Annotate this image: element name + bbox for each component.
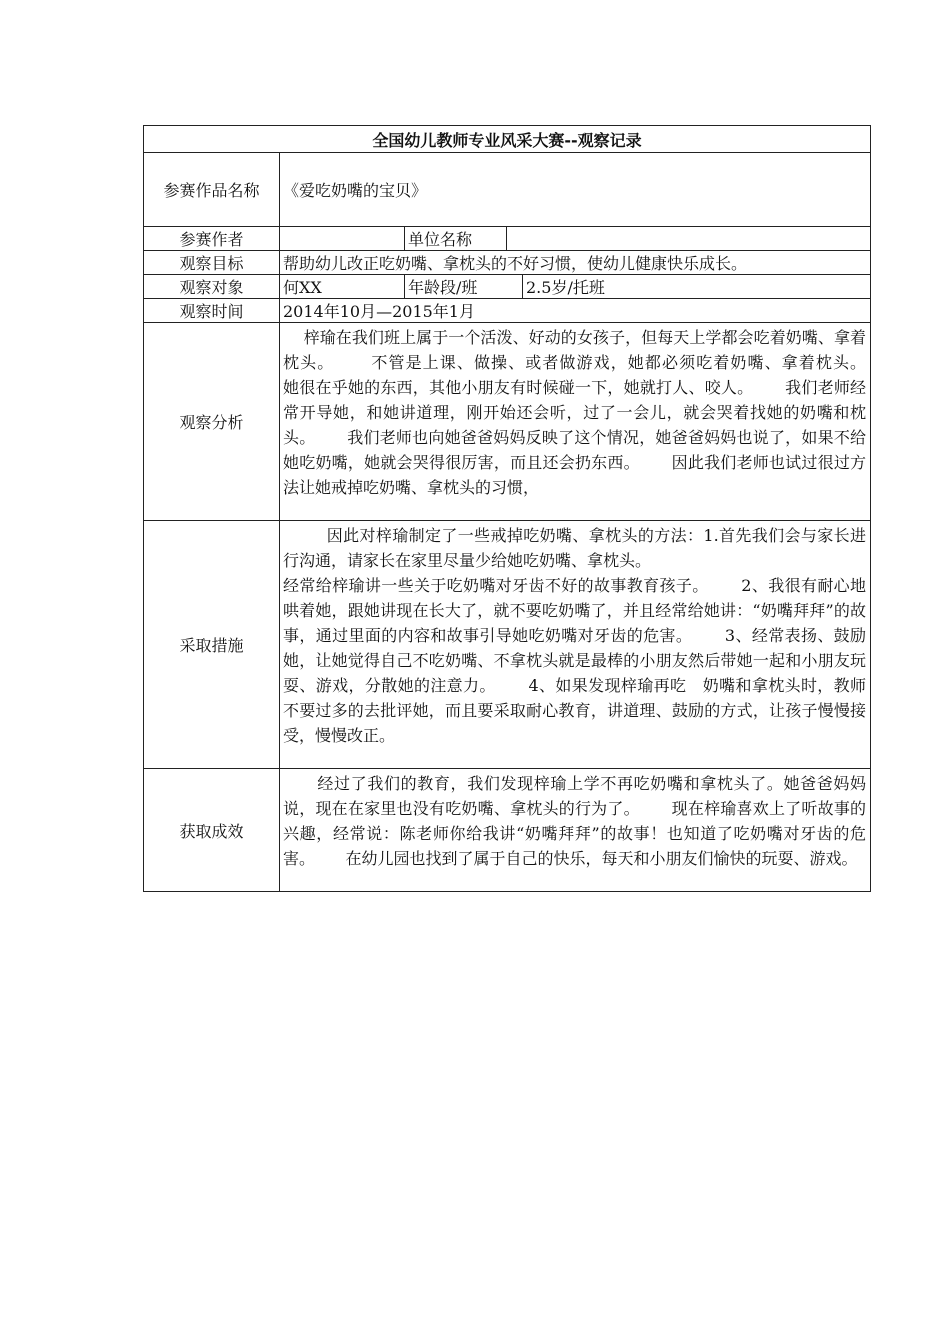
observation-record-table [143,125,897,892]
unit-value [507,227,871,251]
subject-value: 何XX [280,275,405,299]
results-text: 经过了我们的教育，我们发现梓瑜上学不再吃奶嘴和拿枕头了。她爸爸妈妈说，现在在家里也没有吃奶嘴、拿枕头的行为了。 现在梓瑜喜欢上了听故事的兴趣，经常说：陈老师你给我讲“奶嘴拜拜”的故事！也知道了吃奶嘴对牙齿的危害。 在幼儿园也找到了属于自己的快乐，每天和小朋友们愉快的玩耍、游戏。 [280,769,871,892]
author-label: 参赛作者 [144,227,280,251]
unit-label: 单位名称 [405,227,507,251]
author-value [280,227,405,251]
time-label: 观察时间 [144,299,280,323]
subject-label: 观察对象 [144,275,280,299]
age-label: 年龄段/班 [405,275,523,299]
analysis-label: 观察分析 [144,323,280,521]
measures-text: 因此对梓瑜制定了一些戒掉吃奶嘴、拿枕头的方法：1.首先我们会与家长进行沟通，请家长在家里尽量少给她吃奶嘴、拿枕头。 经常给梓瑜讲一些关于吃奶嘴对牙齿不好的故事教育孩子。 2、我很有耐心地哄着她，跟她讲现在长大了，就不要吃奶嘴了，并且经常给她讲：“奶嘴拜拜”的故事，通过里面的内容和故事引导她吃奶嘴对牙齿的危害。 3、经常表扬、鼓励她，让她觉得自己不吃奶嘴、不拿枕头就是最棒的小朋友然后带她一起和小朋友玩耍、游戏，分散她的注意力。 4、如果发现梓瑜再吃 奶嘴和拿枕头时，教师不要过多的去批评她，而且要采取耐心教育，讲道理、鼓励的方式，让孩子慢慢接受，慢慢改正。 [280,521,871,769]
goal-label: 观察目标 [144,251,280,275]
measures-label: 采取措施 [144,521,280,769]
age-value: 2.5岁/托班 [523,275,871,299]
work-name-value: 《爱吃奶嘴的宝贝》 [280,153,871,227]
analysis-text: 梓瑜在我们班上属于一个活泼、好动的女孩子，但每天上学都会吃着奶嘴、拿着枕头。 不管是上课、做操、或者做游戏，她都必须吃着奶嘴、拿着枕头。 她很在乎她的东西，其他小朋友有时候碰一下，她就打人、咬人。 我们老师经常开导她，和她讲道理，刚开始还会听，过了一会儿，就会哭着找她的奶嘴和枕头。 我们老师也向她爸爸妈妈反映了这个情况，她爸爸妈妈也说了，如果不给她吃奶嘴，她就会哭得很厉害，而且还会扔东西。 因此我们老师也试过很过方法让她戒掉吃奶嘴、拿枕头的习惯， [280,323,871,521]
time-value: 2014年10月—2015年1月 [280,299,871,323]
document-title: 全国幼儿教师专业风采大赛--观察记录 [144,126,871,153]
results-label: 获取成效 [144,769,280,892]
goal-value: 帮助幼儿改正吃奶嘴、拿枕头的不好习惯，使幼儿健康快乐成长。 [280,251,871,275]
work-name-label: 参赛作品名称 [144,153,280,227]
